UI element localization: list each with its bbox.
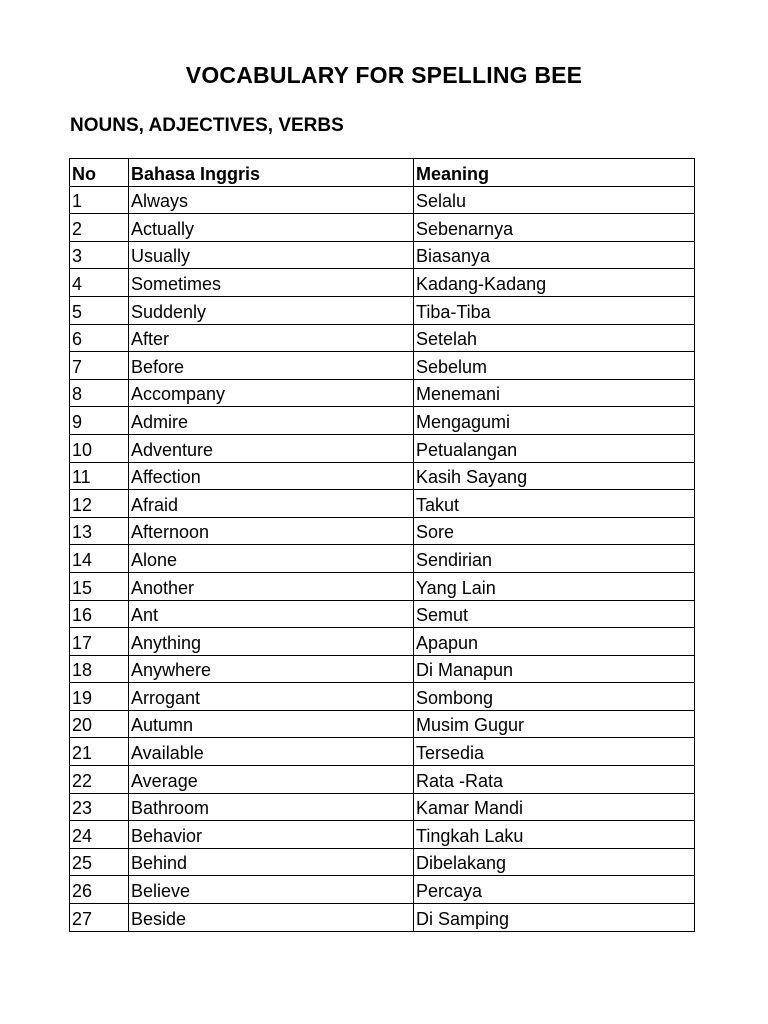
cell-no: 9	[70, 407, 129, 435]
cell-meaning: Kamar Mandi	[414, 793, 695, 821]
cell-meaning: Sombong	[414, 683, 695, 711]
cell-no: 2	[70, 214, 129, 242]
table-row	[70, 848, 695, 876]
cell-no: 26	[70, 876, 129, 904]
cell-english-word: Adventure	[129, 434, 414, 462]
cell-english-word: Average	[129, 766, 414, 794]
cell-meaning: Dibelakang	[414, 848, 695, 876]
cell-meaning: Apapun	[414, 628, 695, 656]
cell-no: 11	[70, 462, 129, 490]
cell-no: 20	[70, 710, 129, 738]
cell-english-word: Sometimes	[129, 269, 414, 297]
cell-no: 13	[70, 517, 129, 545]
cell-no: 7	[70, 352, 129, 380]
table-row	[70, 269, 695, 297]
cell-meaning: Tersedia	[414, 738, 695, 766]
table-row	[70, 821, 695, 849]
cell-english-word: Another	[129, 572, 414, 600]
cell-no: 3	[70, 241, 129, 269]
cell-english-word: Usually	[129, 241, 414, 269]
cell-meaning: Kasih Sayang	[414, 462, 695, 490]
table-row	[70, 766, 695, 794]
table-row	[70, 628, 695, 656]
vocabulary-table	[69, 158, 695, 932]
table-row	[70, 490, 695, 518]
table-row	[70, 462, 695, 490]
cell-english-word: Before	[129, 352, 414, 380]
cell-meaning: Kadang-Kadang	[414, 269, 695, 297]
cell-meaning: Sebenarnya	[414, 214, 695, 242]
table-row	[70, 241, 695, 269]
table-row	[70, 407, 695, 435]
cell-no: 5	[70, 296, 129, 324]
header-english: Bahasa Inggris	[129, 159, 414, 187]
section-heading: NOUNS, ADJECTIVES, VERBS	[70, 115, 344, 136]
cell-no: 17	[70, 628, 129, 656]
cell-meaning: Tiba-Tiba	[414, 296, 695, 324]
cell-meaning: Selalu	[414, 186, 695, 214]
cell-no: 15	[70, 572, 129, 600]
table-row	[70, 186, 695, 214]
cell-no: 4	[70, 269, 129, 297]
cell-meaning: Yang Lain	[414, 572, 695, 600]
cell-meaning: Percaya	[414, 876, 695, 904]
cell-english-word: Anywhere	[129, 655, 414, 683]
cell-meaning: Rata -Rata	[414, 766, 695, 794]
cell-meaning: Di Samping	[414, 904, 695, 932]
cell-english-word: After	[129, 324, 414, 352]
table-row	[70, 434, 695, 462]
cell-no: 27	[70, 904, 129, 932]
table-row	[70, 683, 695, 711]
table-row	[70, 710, 695, 738]
cell-no: 16	[70, 600, 129, 628]
table-row	[70, 600, 695, 628]
cell-english-word: Suddenly	[129, 296, 414, 324]
cell-no: 24	[70, 821, 129, 849]
cell-meaning: Sendirian	[414, 545, 695, 573]
cell-no: 8	[70, 379, 129, 407]
cell-english-word: Autumn	[129, 710, 414, 738]
cell-english-word: Accompany	[129, 379, 414, 407]
table-row	[70, 214, 695, 242]
cell-english-word: Admire	[129, 407, 414, 435]
cell-english-word: Arrogant	[129, 683, 414, 711]
cell-meaning: Semut	[414, 600, 695, 628]
cell-english-word: Alone	[129, 545, 414, 573]
table-row	[70, 324, 695, 352]
cell-no: 22	[70, 766, 129, 794]
cell-english-word: Beside	[129, 904, 414, 932]
cell-no: 23	[70, 793, 129, 821]
cell-english-word: Afternoon	[129, 517, 414, 545]
cell-english-word: Anything	[129, 628, 414, 656]
cell-english-word: Actually	[129, 214, 414, 242]
cell-meaning: Mengagumi	[414, 407, 695, 435]
table-row	[70, 793, 695, 821]
cell-meaning: Musim Gugur	[414, 710, 695, 738]
header-meaning: Meaning	[414, 159, 695, 187]
cell-meaning: Takut	[414, 490, 695, 518]
table-header-row	[70, 159, 695, 187]
cell-meaning: Biasanya	[414, 241, 695, 269]
cell-meaning: Di Manapun	[414, 655, 695, 683]
table-row	[70, 517, 695, 545]
cell-english-word: Ant	[129, 600, 414, 628]
table-body	[70, 186, 695, 931]
cell-no: 12	[70, 490, 129, 518]
cell-no: 25	[70, 848, 129, 876]
table-row	[70, 296, 695, 324]
cell-no: 10	[70, 434, 129, 462]
cell-no: 14	[70, 545, 129, 573]
cell-no: 6	[70, 324, 129, 352]
cell-meaning: Sebelum	[414, 352, 695, 380]
cell-no: 19	[70, 683, 129, 711]
document-title: VOCABULARY FOR SPELLING BEE	[185, 62, 583, 88]
table-row	[70, 655, 695, 683]
cell-no: 18	[70, 655, 129, 683]
cell-english-word: Available	[129, 738, 414, 766]
cell-english-word: Afraid	[129, 490, 414, 518]
cell-english-word: Believe	[129, 876, 414, 904]
table-row	[70, 545, 695, 573]
cell-english-word: Behind	[129, 848, 414, 876]
table-row	[70, 876, 695, 904]
header-no: No	[70, 159, 129, 187]
cell-meaning: Menemani	[414, 379, 695, 407]
cell-meaning: Setelah	[414, 324, 695, 352]
cell-english-word: Affection	[129, 462, 414, 490]
table-row	[70, 352, 695, 380]
cell-english-word: Behavior	[129, 821, 414, 849]
cell-english-word: Always	[129, 186, 414, 214]
table-row	[70, 379, 695, 407]
table-row	[70, 572, 695, 600]
table-row	[70, 904, 695, 932]
cell-meaning: Sore	[414, 517, 695, 545]
cell-meaning: Tingkah Laku	[414, 821, 695, 849]
cell-no: 1	[70, 186, 129, 214]
cell-english-word: Bathroom	[129, 793, 414, 821]
table-row	[70, 738, 695, 766]
cell-meaning: Petualangan	[414, 434, 695, 462]
cell-no: 21	[70, 738, 129, 766]
